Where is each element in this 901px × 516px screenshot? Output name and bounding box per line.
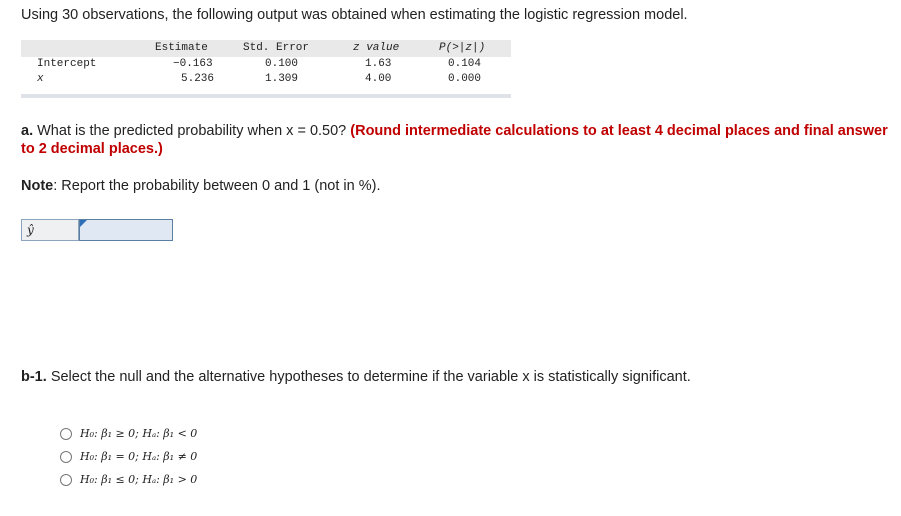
col-header-estimate: Estimate [155, 42, 208, 54]
part-b1-label: b-1. [21, 369, 47, 385]
radio-button[interactable] [60, 451, 72, 463]
radio-button[interactable] [60, 474, 72, 486]
radio-button[interactable] [60, 428, 72, 440]
hypothesis-option-2[interactable] [60, 445, 197, 468]
note-label: Note [21, 178, 54, 194]
part-b1-question [21, 369, 691, 385]
row-label: x [37, 73, 44, 85]
input-corner-marker [80, 220, 87, 227]
regression-output-table [21, 40, 511, 98]
hypothesis-options [60, 422, 197, 491]
row-label: Intercept [37, 58, 97, 70]
predicted-probability-input[interactable] [79, 219, 173, 241]
note [21, 178, 380, 194]
table-row [21, 57, 511, 72]
cell-estimate: 5.236 [181, 73, 215, 85]
part-a-instruction: (Round intermediate calculations to at least 4 decimal places and final answer to 2 decimal places.) [21, 123, 888, 157]
cell-z-value: 4.00 [365, 73, 392, 85]
answer-row [21, 219, 173, 241]
table-header-row [21, 40, 511, 57]
table-bottom-rule [21, 94, 511, 98]
note-text: : Report the probability between 0 and 1 (not in %). [53, 178, 381, 194]
yhat-label: ŷ [21, 219, 79, 241]
part-b1-question-text: Select the null and the alternative hypotheses to determine if the variable x is statistically significant. [50, 369, 691, 385]
part-a-question-text: What is the predicted probability when x = 0.50? [37, 123, 347, 139]
cell-p-value: 0.000 [448, 73, 482, 85]
cell-p-value: 0.104 [448, 58, 482, 70]
cell-std-error: 1.309 [265, 73, 299, 85]
option-label: H₀: β₁ ≤ 0; Hₐ: β₁ > 0 [80, 473, 198, 486]
col-header-std-error: Std. Error [243, 42, 310, 54]
table-row [21, 72, 511, 87]
hypothesis-option-1[interactable] [60, 422, 197, 445]
cell-z-value: 1.63 [365, 58, 392, 70]
cell-estimate: −0.163 [173, 58, 213, 70]
cell-std-error: 0.100 [265, 58, 299, 70]
option-label: H₀: β₁ ≥ 0; Hₐ: β₁ < 0 [80, 427, 198, 440]
intro-text: Using 30 observations, the following output was obtained when estimating the logistic regression model. [21, 7, 688, 23]
option-label: H₀: β₁ = 0; Hₐ: β₁ ≠ 0 [80, 450, 198, 463]
part-a-label: a. [21, 123, 34, 139]
col-header-z-value: z value [353, 42, 400, 54]
hypothesis-option-3[interactable] [60, 468, 197, 491]
part-a-question [21, 122, 891, 158]
col-header-p-value: P(>|z|) [439, 42, 486, 54]
